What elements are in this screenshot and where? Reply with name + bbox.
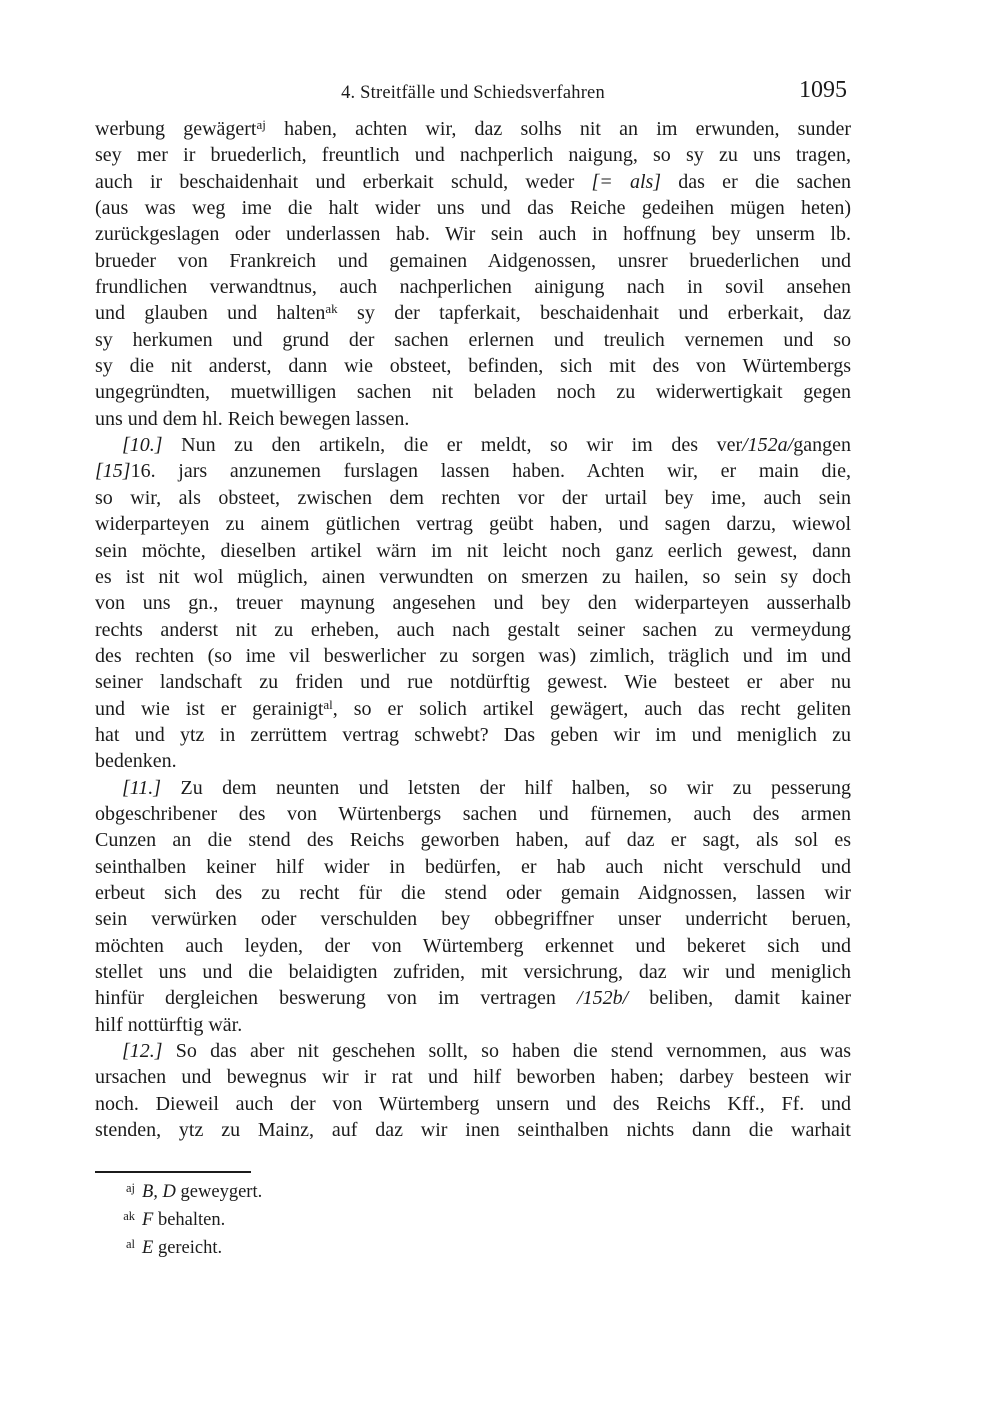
text-segment: E xyxy=(142,1238,154,1258)
text-segment: [10.] xyxy=(122,434,163,457)
footnote-rule xyxy=(95,1171,251,1173)
text-segment: /152a/ xyxy=(742,434,794,457)
text-segment: hat und ytz in zerrüttem vertrag schwebt? Das geben wir im und meniglich zu xyxy=(95,723,851,746)
text-segment: sy herkumen und grund der sachen erlernen und treulich vernemen und so xyxy=(95,328,851,351)
text-segment: [15] xyxy=(95,460,131,483)
text-line xyxy=(95,1117,851,1143)
text-segment: zurückgeslagen oder underlassen hab. Wir sein auch in hoffnung bey unserm lb. xyxy=(95,223,851,246)
text-segment: von uns gn., treuer maynung angesehen und bey den widerparteyen ausserhalb xyxy=(95,592,851,615)
text-line xyxy=(95,116,851,142)
text-segment: widerparteyen zu ainem gütlichen vertrag geübt haben, und sagen darzu, wiewol xyxy=(95,513,851,536)
text-line xyxy=(95,1012,851,1038)
text-segment: /152b/ xyxy=(577,987,629,1010)
text-segment: möchten auch leyden, der von Würtemberg erkennet und bekeret sich und xyxy=(95,934,851,957)
text-line xyxy=(95,485,851,511)
paragraph xyxy=(95,116,851,432)
text-line xyxy=(95,985,851,1011)
text-segment: Zu dem neunten und letsten der hilf halben, so wir zu pesserung xyxy=(161,776,851,799)
text-line xyxy=(95,827,851,853)
text-segment: auch ir beschaidenhait und erberkait schuld, weder xyxy=(95,170,592,193)
text-segment: sy die nit anderst, dann wie obsteet, befinden, sich mit des von Würtembergs xyxy=(95,355,851,378)
text-segment: Cunzen an die stend des Reichs geworben haben, auf daz er sagt, als sol es xyxy=(95,829,851,852)
text-line xyxy=(95,722,851,748)
text-line xyxy=(95,406,851,432)
text-line xyxy=(95,538,851,564)
text-line xyxy=(95,432,851,458)
text-line xyxy=(95,511,851,537)
text-segment: B, D xyxy=(142,1182,176,1202)
text-line xyxy=(95,590,851,616)
text-segment: frundlichen verwandtnus, auch nachperlichen ainigung nach in sovil ansehen xyxy=(95,276,851,299)
text-segment: rechts anderst nit zu erheben, auch nach gestalt seiner sachen zu vermeydung xyxy=(95,618,851,641)
text-segment: sein verwürken oder verschulden bey obbegriffner unser underricht beruen, xyxy=(95,908,851,931)
footnote-ref: ak xyxy=(325,301,338,317)
text-segment: stellet uns und die belaidigten zufriden, mit versichrung, daz wir und meniglich xyxy=(95,961,851,983)
text-line xyxy=(95,327,851,353)
text-line xyxy=(95,1091,851,1117)
running-header xyxy=(95,77,851,110)
text-line xyxy=(95,1038,851,1064)
text-line xyxy=(95,959,851,985)
text-line xyxy=(95,748,851,774)
text-segment: und glauben und halten xyxy=(95,302,326,325)
text-segment: [11.] xyxy=(122,776,162,799)
text-segment: Nun zu den artikeln, die er meldt, so wir im des ver xyxy=(162,434,743,457)
text-line xyxy=(95,906,851,932)
text-segment: bedenken. xyxy=(95,750,177,773)
text-line xyxy=(95,854,851,880)
text-segment: [12.] xyxy=(122,1040,163,1063)
text-segment: hilf nottürftig wär. xyxy=(95,1013,243,1036)
text-segment: es ist nit wol müglich, ainen verwundten on smerzen zu hailen, so sein sy doch xyxy=(95,565,851,588)
text-segment: seiner landschaft zu friden und rue notdürftig gewest. Wie besteet er aber nu xyxy=(95,671,851,694)
text-line xyxy=(95,195,851,221)
text-segment: geweygert. xyxy=(175,1182,263,1202)
text-line xyxy=(95,775,851,801)
running-header-title: 4. Streitfälle und Schiedsverfahren xyxy=(341,83,605,103)
text-line xyxy=(95,564,851,590)
paragraph xyxy=(95,775,851,1038)
text-segment: hinfür dergleichen beswerung von im vertragen xyxy=(95,987,578,1010)
text-segment: beliben, damit kainer xyxy=(628,987,851,1010)
text-segment: 16. jars anzunemen furslagen lassen haben. Achten wir, er main die, xyxy=(130,460,851,483)
text-segment: und wie ist er gerainigt xyxy=(95,697,324,720)
text-block xyxy=(95,116,851,1143)
text-line xyxy=(95,1064,851,1090)
text-segment: sy der tapferkait, beschaidenhait und erberkait, daz xyxy=(337,302,851,325)
text-line xyxy=(95,933,851,959)
footnote-ref: al xyxy=(323,696,333,712)
text-line xyxy=(95,248,851,274)
text-line xyxy=(95,696,851,722)
text-segment: haben, achten wir, daz solhs nit an im erwunden, sunder xyxy=(265,118,851,140)
text-line xyxy=(95,880,851,906)
text-line xyxy=(95,643,851,669)
text-line xyxy=(95,379,851,405)
text-segment: stenden, ytz zu Mainz, auf daz wir inen seinthalben nichts dann die warhait xyxy=(95,1119,851,1142)
text-segment: erbeut sich des zu recht für die stend oder gemain Aidgnossen, lassen wir xyxy=(95,881,851,904)
text-segment: gangen xyxy=(793,434,851,457)
text-segment: uns und dem hl. Reich bewegen lassen. xyxy=(95,407,410,430)
text-line xyxy=(95,221,851,247)
footnote: aj B, D geweygert. xyxy=(125,1181,263,1202)
footnote: al E gereicht. xyxy=(125,1237,223,1258)
text-line xyxy=(95,617,851,643)
text-line xyxy=(95,300,851,326)
text-segment: obgeschribener des von Würtenbergs sachen und fürnemen, auch des armen xyxy=(95,802,851,825)
text-segment: [= als] xyxy=(591,170,662,193)
text-line xyxy=(95,142,851,168)
text-segment: F xyxy=(142,1210,154,1230)
paragraph xyxy=(95,1038,851,1143)
text-segment: das er die sachen xyxy=(661,170,852,193)
text-segment: seinthalben keiner hilf wider in bedürfen, er hab auch nicht verschuld und xyxy=(95,855,851,878)
footnote-list xyxy=(95,1178,851,1262)
text-segment: ungegründten, muetwilligen sachen nit beladen noch zu widerwertigkait gegen xyxy=(95,381,851,404)
text-segment: sey mer ir bruederlich, freuntlich und nachperlich naigung, so sy zu uns tragen, xyxy=(95,144,851,167)
text-segment: gereicht. xyxy=(153,1238,223,1258)
footnote: ak F behalten. xyxy=(123,1209,226,1230)
text-segment: (aus was weg ime die halt wider uns und das Reiche gedeihen mügen heten) xyxy=(95,197,851,220)
text-segment: werbung gewägert xyxy=(95,118,257,140)
text-segment: so wir, als obsteet, zwischen dem rechten vor der urtail bey ime, auch sein xyxy=(95,486,851,509)
text-segment: sein möchte, dieselben artikel wärn im nit leicht noch ganz eerlich gewest, dann xyxy=(95,539,851,562)
text-segment: des rechten (so ime vil beswerlicher zu sorgen was) zimlich, träglich und im und xyxy=(95,644,851,667)
footnote-ref: aj xyxy=(256,117,266,132)
text-segment: behalten. xyxy=(153,1210,226,1230)
text-line xyxy=(95,169,851,195)
text-line xyxy=(95,274,851,300)
text-line xyxy=(95,801,851,827)
page-number: 1095 xyxy=(799,77,847,103)
text-line xyxy=(95,353,851,379)
text-segment: So das aber nit geschehen sollt, so haben die stend vernommen, aus was xyxy=(162,1040,851,1063)
text-segment: noch. Dieweil auch der von Würtemberg unsern und des Reichs Kff., Ff. und xyxy=(95,1092,851,1115)
text-line xyxy=(95,458,851,484)
text-segment: , so er solich artikel gewägert, auch das recht geliten xyxy=(332,697,851,720)
paragraph xyxy=(95,432,851,774)
text-segment: ursachen und bewegnus wir ir rat und hilf beworben haben; darbey besteen wir xyxy=(95,1066,851,1089)
footnote-section xyxy=(95,1171,851,1262)
text-segment: brueder von Frankreich und gemainen Aidgenossen, unsrer bruederlichen und xyxy=(95,249,851,272)
text-line xyxy=(95,669,851,695)
